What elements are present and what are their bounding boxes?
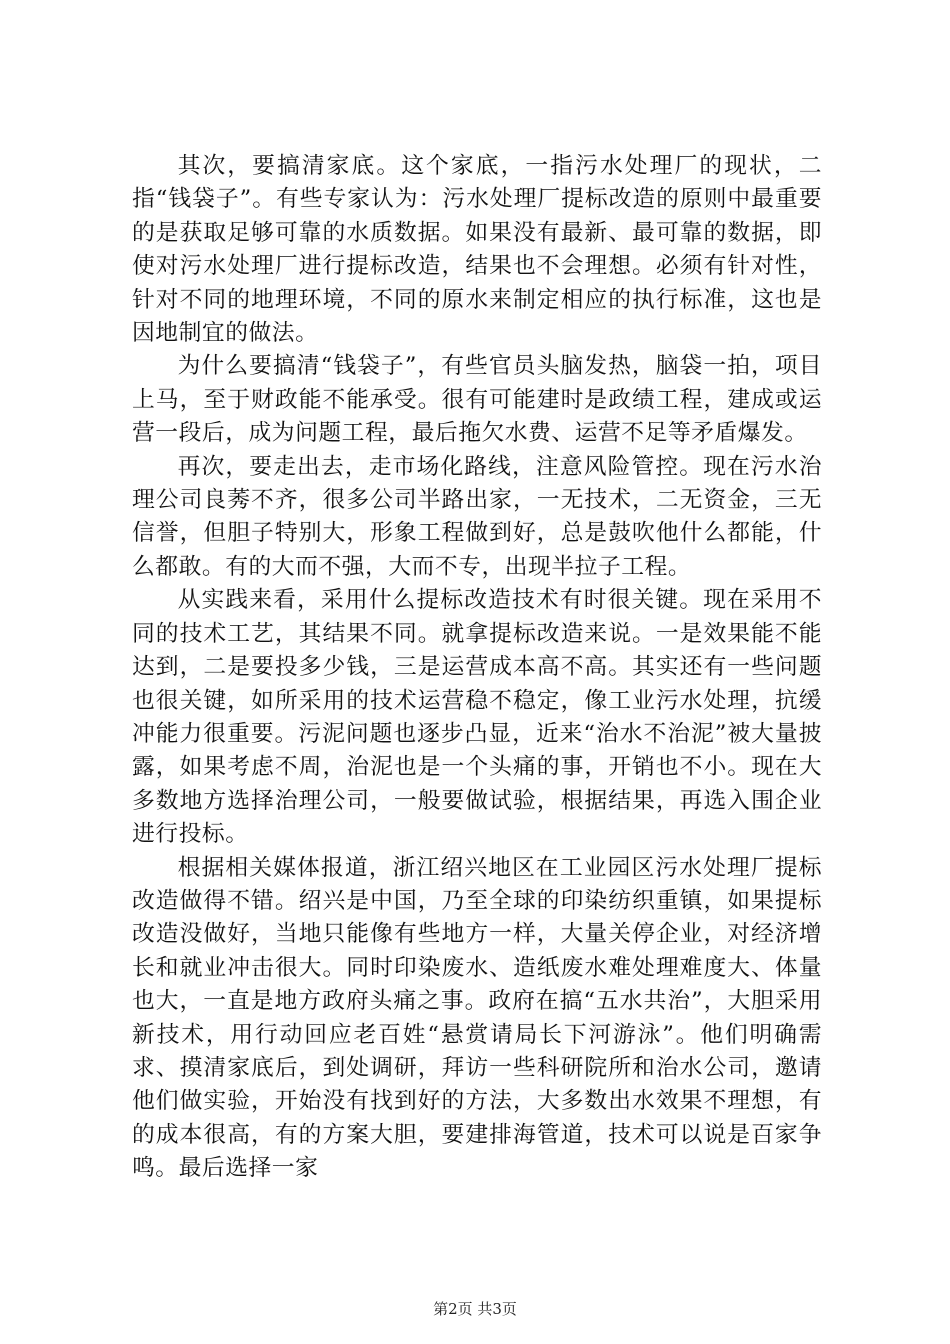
paragraph: 再次，要走出去，走市场化路线，注意风险管控。现在污水治理公司良莠不齐，很多公司半路出家，一无技术，二无资金，三无信誉，但胆子特别大，形象工程做到好，总是鼓吹他什么都能，什么都敢。有的大而不强，大而不专，出现半拉子工程。 (132, 453, 822, 580)
document-body (132, 150, 822, 1186)
paragraph: 根据相关媒体报道，浙江绍兴地区在工业园区污水处理厂提标改造做得不错。绍兴是中国，乃至全球的印染纺织重镇，如果提标改造没做好，当地只能像有些地方一样，大量关停企业，对经济增长和就业冲击很大。同时印染废水、造纸废水难处理难度大、体量也大，一直是地方政府头痛之事。政府在搞“五水共治”，大胆采用新技术，用行动回应老百姓“悬赏请局长下河游泳”。他们明确需求、摸清家底后，到处调研，拜访一些科研院所和治水公司，邀请他们做实验，开始没有找到好的方法，大多数出水效果不理想，有的成本很高，有的方案大胆，要建排海管道，技术可以说是百家争鸣。最后选择一家 (132, 854, 822, 1182)
page-number-footer: 第2页 共3页 (433, 1300, 517, 1318)
paragraph: 从实践来看，采用什么提标改造技术有时很关键。现在采用不同的技术工艺，其结果不同。就拿提标改造来说。一是效果能不能达到，二是要投多少钱，三是运营成本高不高。其实还有一些问题也很关键，如所采用的技术运营稳不稳定，像工业污水处理，抗缓冲能力很重要。污泥问题也逐步凸显，近来“治水不治泥”被大量披露，如果考虑不周，治泥也是一个头痛的事，开销也不小。现在大多数地方选择治理公司，一般要做试验，根据结果，再选入围企业进行投标。 (132, 587, 822, 848)
paragraph: 其次，要搞清家底。这个家底，一指污水处理厂的现状，二指“钱袋子”。有些专家认为：污水处理厂提标改造的原则中最重要的是获取足够可靠的水质数据。如果没有最新、最可靠的数据，即使对污水处理厂进行提标改造，结果也不会理想。必须有针对性，针对不同的地理环境，不同的原水来制定相应的执行标准，这也是因地制宜的做法。 (132, 153, 822, 347)
paragraph: 为什么要搞清“钱袋子”，有些官员头脑发热，脑袋一拍，项目上马，至于财政能不能承受。很有可能建时是政绩工程，建成或运营一段后，成为问题工程，最后拖欠水费、运营不足等矛盾爆发。 (132, 353, 822, 447)
